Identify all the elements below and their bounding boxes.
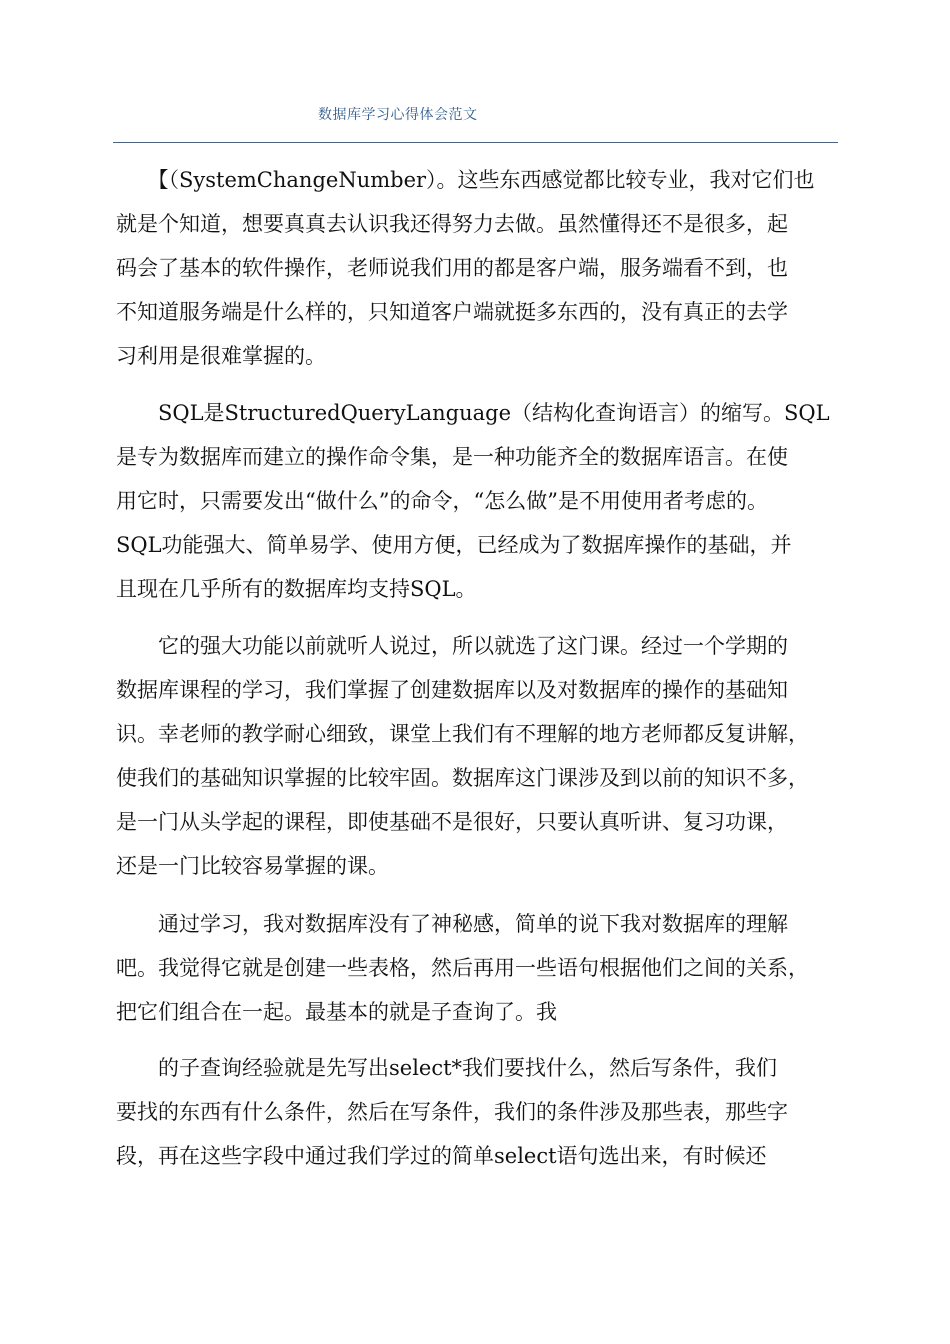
text-line: SQL是StructuredQueryLanguage（结构化查询语言）的缩写。SQL xyxy=(116,401,830,425)
text-line: 码会了基本的软件操作，老师说我们用的都是客户端，服务端看不到，也 xyxy=(116,256,788,280)
text-line: 段，再在这些字段中通过我们学过的简单select语句选出来，有时候还 xyxy=(116,1144,767,1168)
text-line: 吧。我觉得它就是创建一些表格，然后再用一些语句根据他们之间的关系， xyxy=(116,956,809,980)
text-line: 数据库课程的学习，我们掌握了创建数据库以及对数据库的操作的基础知 xyxy=(116,678,788,702)
text-line: 使我们的基础知识掌握的比较牢固。数据库这门课涉及到以前的知识不多， xyxy=(116,766,809,790)
paragraph-1 xyxy=(116,158,841,378)
paragraph-3 xyxy=(116,624,841,888)
text-line: 要找的东西有什么条件，然后在写条件，我们的条件涉及那些表，那些字 xyxy=(116,1100,788,1124)
text-line: 把它们组合在一起。最基本的就是子查询了。我 xyxy=(116,1000,557,1024)
text-line: 它的强大功能以前就听人说过，所以就选了这门课。经过一个学期的 xyxy=(116,634,788,658)
text-line: 且现在几乎所有的数据库均支持SQL。 xyxy=(116,577,477,601)
text-line: 的子查询经验就是先写出select*我们要找什么，然后写条件，我们 xyxy=(116,1056,778,1080)
text-line: SQL功能强大、简单易学、使用方便，已经成为了数据库操作的基础，并 xyxy=(116,533,792,557)
paragraph-2 xyxy=(116,391,841,611)
text-line: 是一门从头学起的课程，即使基础不是很好，只要认真听讲、复习功课， xyxy=(116,810,788,834)
text-line: 通过学习，我对数据库没有了神秘感，简单的说下我对数据库的理解 xyxy=(116,912,788,936)
paragraph-4 xyxy=(116,902,841,1034)
text-line: 习利用是很难掌握的。 xyxy=(116,344,326,368)
text-line: 还是一门比较容易掌握的课。 xyxy=(116,854,389,878)
header-divider xyxy=(113,142,838,143)
text-line: 是专为数据库而建立的操作命令集，是一种功能齐全的数据库语言。在使 xyxy=(116,445,788,469)
paragraph-5 xyxy=(116,1046,841,1178)
text-line: 就是个知道，想要真真去认识我还得努力去做。虽然懂得还不是很多，起 xyxy=(116,212,788,236)
header-title: 数据库学习心得体会范文 xyxy=(318,107,478,123)
text-line: 识。幸老师的教学耐心细致，课堂上我们有不理解的地方老师都反复讲解， xyxy=(116,722,809,746)
text-line: 不知道服务端是什么样的，只知道客户端就挺多东西的，没有真正的去学 xyxy=(116,300,788,324)
text-line: 用它时，只需要发出“做什么”的命令，“怎么做”是不用使用者考虑的。 xyxy=(116,489,768,513)
text-line: 【（SystemChangeNumber）。这些东西感觉都比较专业，我对它们也 xyxy=(116,168,815,192)
